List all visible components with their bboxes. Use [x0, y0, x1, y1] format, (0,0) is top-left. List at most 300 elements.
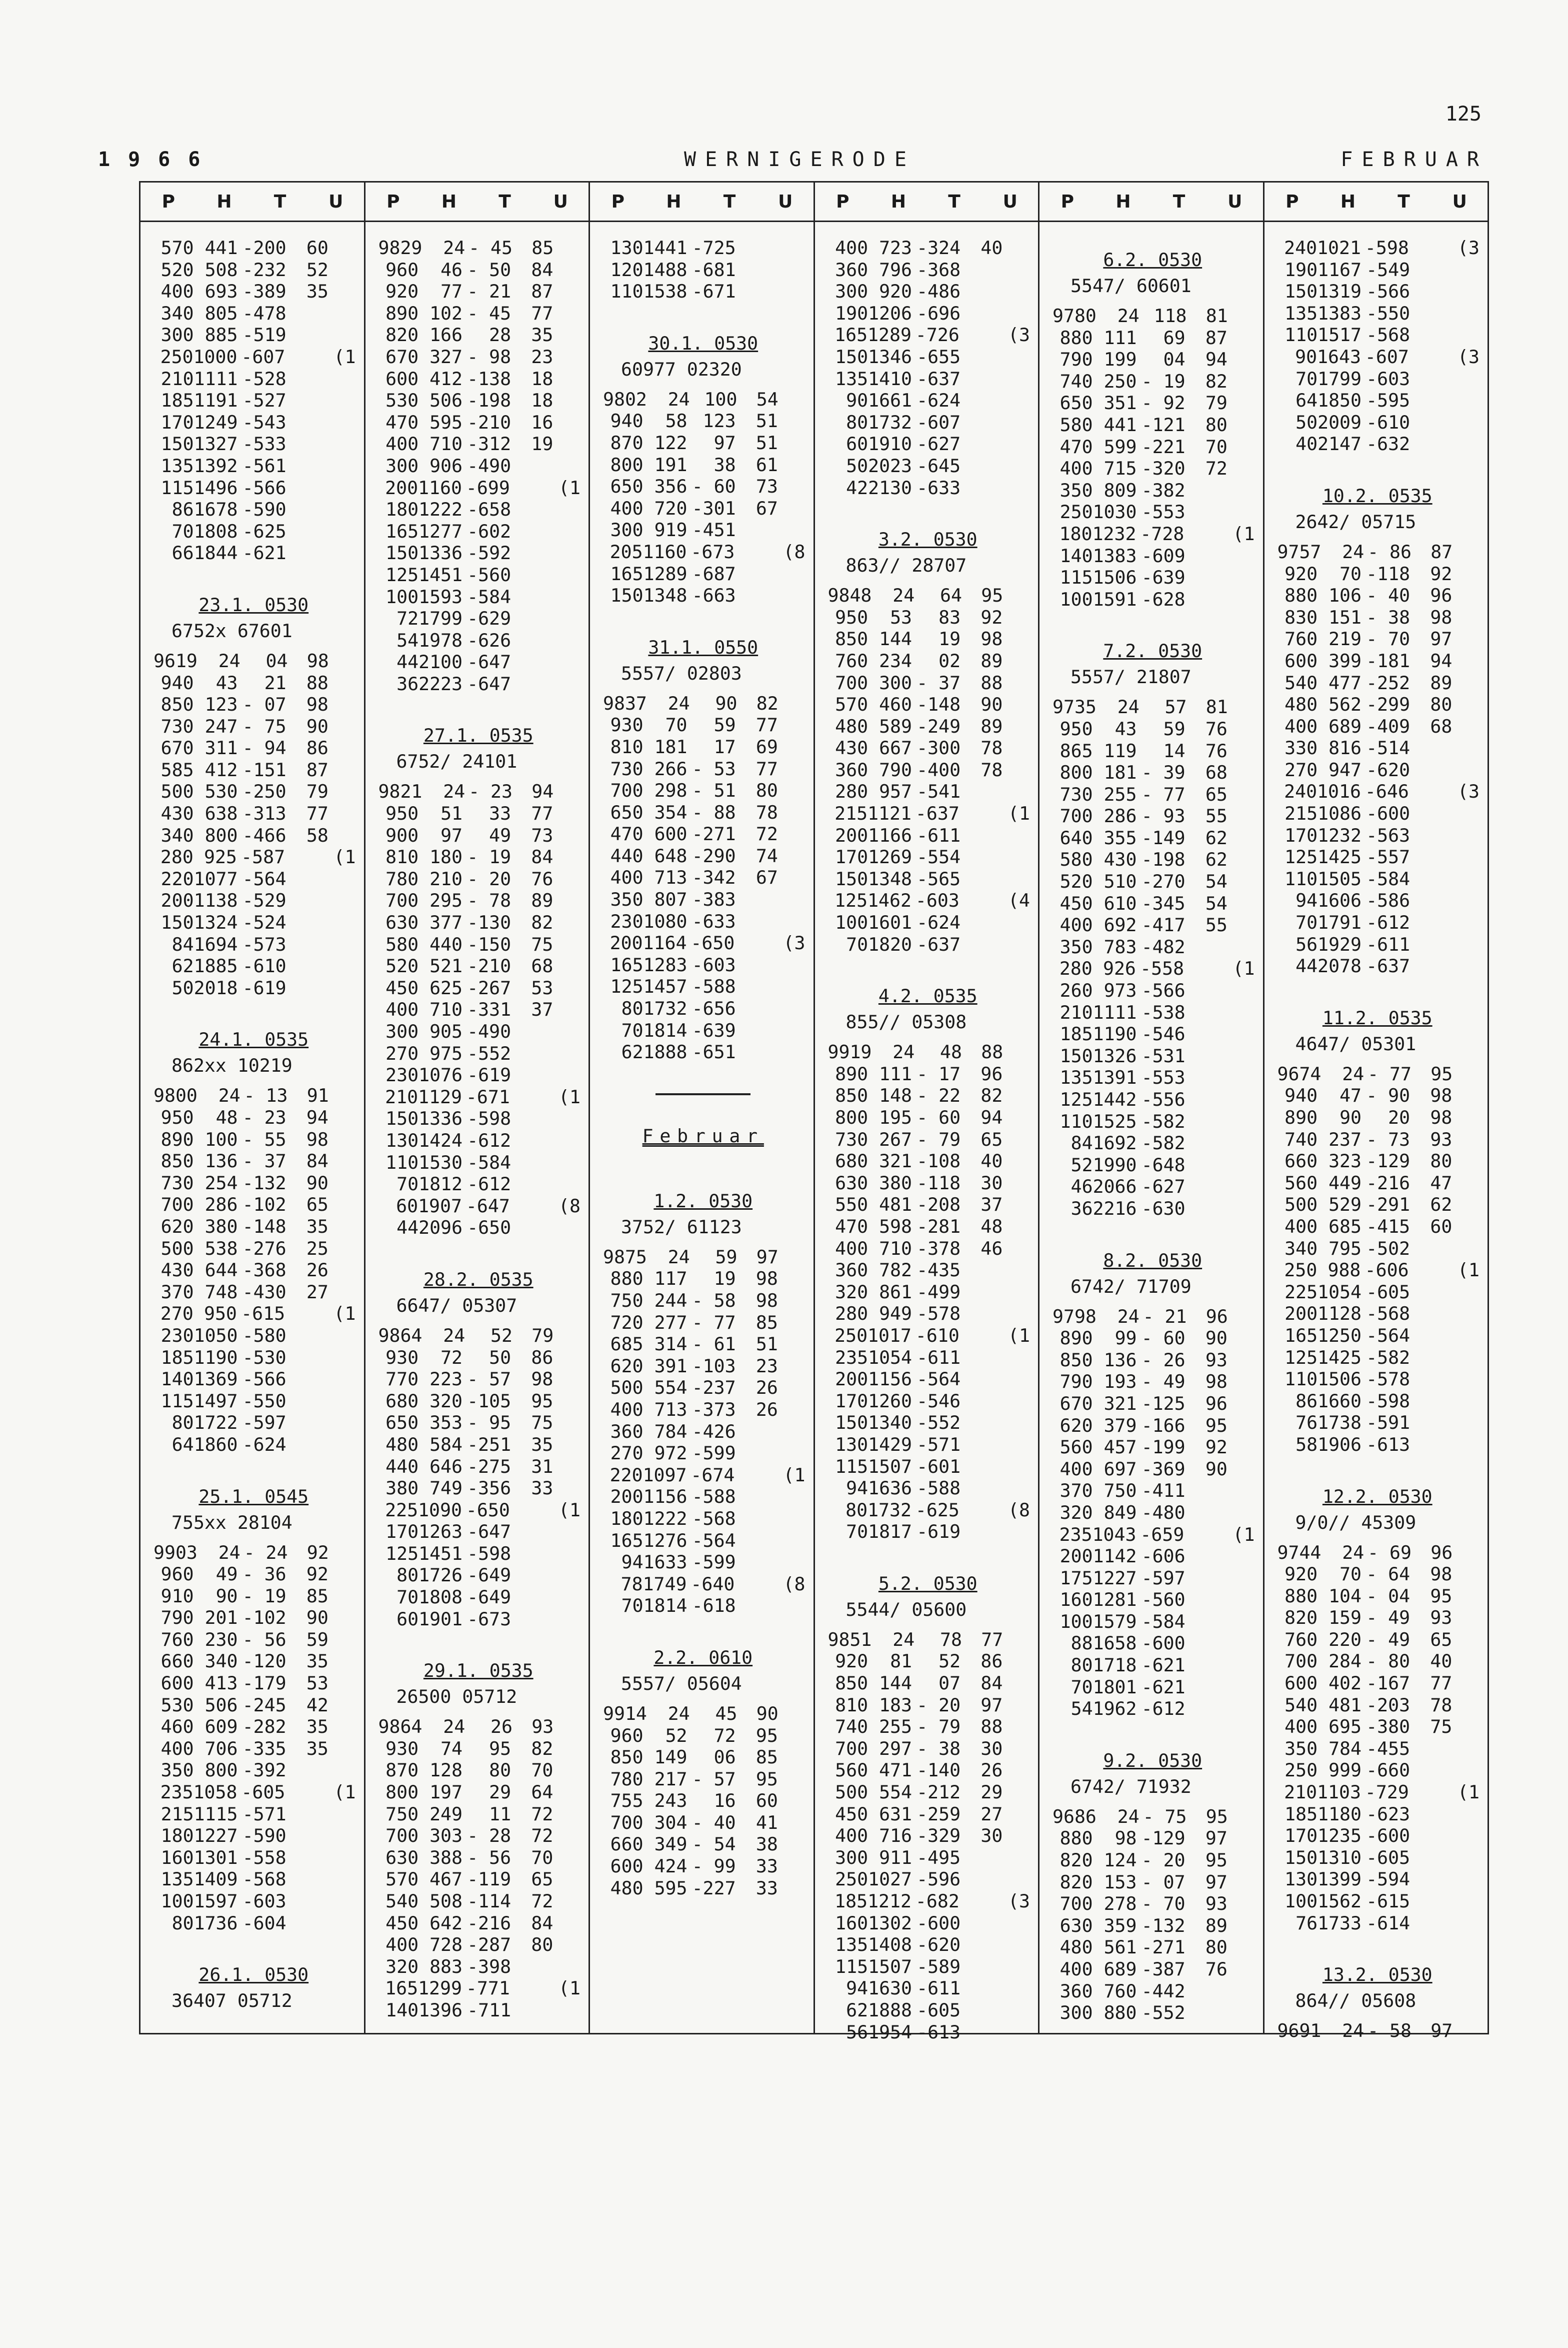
table-cell [736, 1041, 778, 1063]
table-cell: 24 [443, 1716, 466, 1738]
table-row [378, 912, 579, 934]
table-cell: 76 [1205, 1958, 1228, 1980]
table-cell: -647 [467, 1521, 512, 1543]
table-cell: -480 [1141, 1501, 1186, 1523]
column-header-label: P [836, 191, 850, 212]
table-cell: -611 [916, 824, 961, 846]
table-row [828, 1063, 1028, 1085]
table-cell: 520 [160, 259, 194, 281]
table-cell: - 78 [467, 890, 512, 912]
table-cell: 850 [835, 1672, 868, 1694]
table-cell: 810 [386, 846, 419, 868]
table-cell [553, 1347, 578, 1369]
table-cell: -639 [692, 1019, 736, 1041]
table-cell [778, 1812, 804, 1834]
table-cell: 580 [1060, 849, 1093, 871]
table-cell: 235 [1059, 1523, 1092, 1545]
table-cell: 1319 [1318, 281, 1362, 303]
table-cell: 1138 [194, 890, 238, 912]
table-cell: - 04 [1366, 1585, 1410, 1607]
column-header [1040, 183, 1263, 222]
table-cell [1002, 1977, 1028, 1999]
sounding-date: 4.2. 0535 [878, 985, 978, 1007]
table-cell [1228, 545, 1253, 567]
table-cell [778, 498, 804, 520]
table-row [603, 454, 804, 476]
table-cell: 850 [1060, 1349, 1093, 1371]
table-row [378, 803, 579, 825]
table-cell: -566 [1141, 980, 1186, 1002]
table-row [378, 1977, 579, 1999]
block-spacer [1052, 1720, 1253, 1738]
table-cell: 630 [1060, 1914, 1093, 1936]
table-cell: 95 [1430, 1063, 1453, 1085]
table-cell [1452, 390, 1478, 412]
table-cell [778, 823, 804, 845]
table-cell: 1643 [1317, 346, 1361, 368]
block-spacer [603, 303, 804, 321]
table-cell [328, 542, 354, 564]
table-cell: -426 [692, 1420, 736, 1442]
table-cell: -118 [916, 1172, 961, 1194]
table-cell: -368 [242, 1259, 286, 1281]
table-cell [778, 1725, 804, 1747]
table-cell: - 79 [916, 1716, 961, 1738]
table-cell [1228, 1871, 1253, 1893]
table-row [1052, 980, 1253, 1002]
table-cell [960, 1325, 1001, 1347]
table-cell: 24 [443, 1324, 466, 1346]
table-cell: 810 [610, 736, 644, 758]
table-cell [1452, 1412, 1478, 1434]
table-cell [1452, 1347, 1478, 1369]
table-row [828, 759, 1028, 781]
table-cell: 98 [1205, 1371, 1228, 1393]
table-cell: 110 [1284, 324, 1318, 346]
table-cell: 1396 [418, 1999, 463, 2021]
table-row [154, 1259, 354, 1281]
table-cell: 2130 [868, 477, 912, 499]
table-cell: 740 [835, 1716, 868, 1738]
table-cell: 1190 [194, 1346, 238, 1368]
table-cell [960, 1868, 1002, 1890]
table-cell [553, 999, 578, 1021]
table-cell: 90 [306, 715, 328, 737]
table-cell [1228, 589, 1253, 611]
table-cell: -556 [1141, 1089, 1186, 1110]
table-row [828, 1129, 1028, 1151]
table-cell [1409, 346, 1450, 368]
table-cell [1410, 433, 1452, 455]
table-cell: 80 [531, 1934, 554, 1956]
table-cell: 95 [1205, 1414, 1228, 1436]
table-cell: - 99 [692, 1855, 736, 1877]
table-cell: 185 [160, 390, 194, 412]
table-row [603, 1508, 804, 1530]
table-cell [1452, 1716, 1478, 1738]
table-cell: - 19 [467, 846, 512, 868]
table-cell [1452, 1238, 1478, 1260]
table-row [154, 1107, 354, 1129]
table-cell [553, 412, 578, 434]
table-cell: 1906 [1318, 1433, 1362, 1455]
table-cell: 60 [306, 237, 328, 259]
table-cell [1002, 1781, 1028, 1803]
table-cell [1002, 1759, 1028, 1781]
table-cell [328, 1650, 354, 1672]
table-cell: -250 [242, 781, 286, 803]
table-cell: 80 [1205, 414, 1228, 436]
table-cell [328, 868, 354, 890]
table-cell: -626 [467, 629, 512, 651]
table-cell: 9798 [1052, 1305, 1096, 1327]
table-cell: -373 [692, 1398, 736, 1420]
table-cell [736, 1421, 778, 1443]
table-cell: -566 [1366, 281, 1410, 303]
table-cell: -598 [467, 1108, 512, 1130]
table-cell: 77 [531, 803, 554, 825]
table-cell: -649 [467, 1586, 512, 1608]
table-cell [778, 519, 804, 541]
table-row [1278, 1368, 1478, 1390]
table-cell [778, 237, 804, 259]
table-cell: 9800 [154, 1085, 198, 1107]
table-cell [1228, 1632, 1253, 1654]
table-cell: 240 [1284, 237, 1318, 259]
table-row [828, 868, 1028, 890]
table-cell: 1801 [1092, 1676, 1137, 1698]
table-cell [1002, 1129, 1028, 1151]
table-row [154, 1216, 354, 1238]
table-cell [736, 237, 778, 259]
table-cell [553, 1956, 578, 1978]
table-cell: 1718 [1092, 1654, 1137, 1676]
table-cell: -603 [1366, 368, 1410, 390]
table-cell: -245 [242, 1694, 286, 1716]
table-row [603, 259, 804, 281]
table-cell [960, 1303, 1002, 1325]
table-cell: 550 [835, 1194, 868, 1216]
table-row [378, 433, 579, 455]
table-cell: 460 [160, 1716, 194, 1738]
table-cell: 280 [835, 1303, 868, 1325]
table-cell: 73 [756, 476, 778, 498]
table-cell: 210 [160, 368, 194, 390]
table-cell: 70 [1070, 1676, 1093, 1698]
table-cell: -637 [916, 933, 961, 955]
header-year: 1966 [98, 148, 218, 171]
table-cell: 460 [879, 694, 912, 716]
table-cell: 210 [1060, 1001, 1093, 1023]
table-cell: 120 [610, 259, 644, 281]
table-cell: 850 [835, 1085, 868, 1107]
table-cell: - 77 [1368, 1063, 1412, 1085]
table-cell [286, 303, 328, 325]
table-cell: 205 [610, 541, 643, 563]
table-cell: -647 [466, 1195, 510, 1217]
table-cell: 809 [1104, 479, 1137, 501]
table-cell [1186, 1480, 1228, 1502]
table-cell: 18 [531, 368, 554, 390]
table-cell: 620 [1060, 1414, 1093, 1436]
table-cell: -607 [916, 411, 961, 433]
table-cell: -650 [690, 932, 735, 954]
table-cell: 470 [610, 823, 644, 845]
table-row [154, 694, 354, 716]
table-cell: 160 [160, 1846, 194, 1868]
table-cell: -630 [1141, 1197, 1186, 1219]
table-cell [553, 1173, 578, 1195]
table-cell: 1678 [194, 499, 238, 521]
table-cell: 880 [1104, 2002, 1137, 2024]
table-row [603, 1464, 804, 1486]
table-cell [778, 1486, 804, 1508]
table-cell: 14 [1163, 740, 1186, 762]
table-cell: -611 [1366, 933, 1410, 955]
table-cell [511, 673, 553, 695]
table-row [154, 1238, 354, 1260]
table-cell: 340 [160, 824, 194, 846]
table-cell: -771 [466, 1977, 510, 1999]
table-cell: -368 [916, 259, 961, 281]
table-cell: 26 [756, 1377, 778, 1399]
table-cell: -369 [1141, 1458, 1186, 1480]
table-cell: 1080 [643, 910, 688, 932]
table-cell: -648 [1141, 1154, 1186, 1176]
table-row [378, 1759, 579, 1781]
table-cell: 1429 [868, 1433, 912, 1455]
table-row [154, 1194, 354, 1216]
column-header-label: P [386, 191, 400, 212]
table-cell: -132 [242, 1172, 286, 1194]
table-cell [1002, 934, 1028, 956]
sounding-date: 30.1. 0530 [648, 332, 758, 354]
table-cell: -208 [916, 1194, 961, 1216]
table-cell [286, 1825, 328, 1847]
table-cell: -649 [467, 1564, 512, 1586]
table-cell [1002, 1716, 1028, 1738]
table-cell: 77 [1430, 1672, 1452, 1694]
table-cell: -564 [916, 1368, 961, 1390]
table-cell: 54 [1205, 871, 1228, 893]
table-cell: 185 [1060, 1023, 1093, 1045]
table-cell [1228, 1893, 1253, 1915]
table-cell: 700 [160, 1194, 194, 1216]
table-cell: 300 [386, 1021, 419, 1042]
table-cell: 80 [1430, 1150, 1452, 1172]
table-cell [328, 912, 354, 934]
table-cell: 999 [1328, 1759, 1362, 1781]
table-cell: 79 [306, 781, 328, 803]
section-divider [656, 1093, 750, 1095]
table-cell: 441 [204, 237, 238, 259]
table-row [603, 976, 804, 998]
table-row [378, 1586, 579, 1608]
table-cell: 1097 [642, 1464, 687, 1486]
table-cell [1002, 1934, 1028, 1956]
table-cell: 883 [430, 1955, 463, 1977]
table-cell [1410, 1434, 1452, 1456]
table-cell: 1814 [643, 1595, 688, 1617]
table-cell: 219 [1328, 628, 1362, 650]
table-cell: 70 [621, 1019, 644, 1041]
table-cell [778, 1877, 804, 1899]
table-cell: -103 [692, 1355, 736, 1377]
table-cell: 1507 [868, 1455, 912, 1477]
table-cell: -671 [692, 281, 736, 303]
table-cell: 1289 [643, 563, 688, 585]
table-cell [1186, 1611, 1228, 1633]
table-cell: -558 [1140, 958, 1184, 980]
table-cell [1003, 1629, 1028, 1651]
table-cell: 1636 [868, 1477, 912, 1499]
table-cell: -582 [1141, 1132, 1186, 1154]
table-cell: 1346 [868, 346, 912, 368]
table-cell [1002, 825, 1028, 847]
table-row [1278, 846, 1478, 868]
table-cell: 33 [756, 1877, 778, 1899]
table-cell [553, 1868, 578, 1890]
table-cell: 04 [1163, 349, 1186, 371]
table-cell: -455 [1366, 1737, 1410, 1759]
table-cell: 95 [1205, 1849, 1228, 1871]
table-cell: 84 [531, 259, 554, 281]
table-cell: -599 [692, 1442, 736, 1464]
table-cell: 136 [1104, 1349, 1137, 1371]
table-cell: 1232 [1092, 523, 1136, 545]
table-cell: 430 [835, 737, 868, 759]
table-cell [1228, 436, 1253, 458]
table-cell: 585 [160, 759, 194, 781]
table-cell [328, 1281, 354, 1303]
table-cell [1002, 390, 1028, 412]
table-cell: -149 [1141, 827, 1186, 849]
table-cell: 88 [306, 672, 328, 694]
table-cell [1002, 368, 1028, 390]
table-cell [1186, 1111, 1228, 1133]
table-cell: 100 [386, 586, 419, 608]
table-row [154, 1542, 354, 1564]
table-cell: -627 [1141, 1176, 1186, 1198]
table-cell: 580 [386, 933, 419, 955]
table-cell [286, 390, 328, 412]
table-cell [1002, 412, 1028, 434]
table-row [378, 1564, 579, 1586]
table-cell [553, 1521, 578, 1543]
table-cell [328, 737, 354, 759]
table-cell [1002, 781, 1028, 803]
table-cell: 400 [610, 1398, 644, 1420]
table-cell [1184, 523, 1226, 545]
table-cell: 225 [1284, 1281, 1318, 1303]
table-cell [1002, 716, 1028, 738]
table-cell [1228, 784, 1253, 806]
table-cell: 181 [1104, 762, 1137, 784]
table-cell [328, 455, 354, 477]
table-cell: -682 [915, 1890, 960, 1912]
column-header-label: T [723, 191, 736, 212]
table-cell: 200 [385, 477, 418, 499]
table-cell: 1391 [1092, 1067, 1137, 1089]
table-cell: 150 [1060, 1045, 1093, 1067]
column-header-label: U [553, 191, 568, 212]
table-cell [1452, 672, 1478, 694]
table-cell: - 80 [1366, 1650, 1410, 1672]
table-cell [1228, 1132, 1253, 1154]
table-cell: 44 [1296, 955, 1318, 977]
table-cell [1002, 1738, 1028, 1760]
table-cell: 90 [306, 1172, 328, 1194]
table-cell [511, 1217, 553, 1239]
table-row [378, 1847, 579, 1869]
table-cell: -543 [242, 411, 286, 433]
sounding-date: 1.2. 0530 [654, 1190, 753, 1212]
table-row [828, 1194, 1028, 1216]
table-cell: 480 [1060, 1936, 1093, 1958]
table-cell: 561 [1104, 1936, 1137, 1958]
table-cell: -342 [692, 867, 736, 889]
table-cell: 1808 [418, 1586, 463, 1608]
table-cell [1228, 1654, 1253, 1676]
table-cell: -584 [467, 586, 512, 608]
table-row [1278, 1325, 1478, 1347]
table-cell: -637 [915, 803, 960, 825]
table-cell: 300 [1060, 2002, 1093, 2024]
table-cell: 9848 [828, 585, 872, 607]
table-cell [1410, 1803, 1452, 1825]
table-row [1052, 1023, 1253, 1045]
table-cell: 159 [1328, 1607, 1362, 1629]
table-cell: 97 [1205, 1827, 1228, 1849]
table-cell: - 20 [916, 1694, 961, 1716]
table-cell: -603 [915, 890, 960, 912]
table-cell: 351 [1104, 392, 1137, 414]
table-cell: 796 [879, 259, 912, 281]
table-row [1278, 1085, 1478, 1107]
table-cell [328, 1216, 354, 1238]
table-cell: 98 [306, 650, 329, 672]
table-row [154, 1607, 354, 1629]
table-cell: -612 [1366, 912, 1410, 934]
table-cell: 920 [835, 1650, 868, 1672]
table-row [378, 1390, 579, 1412]
table-cell: 648 [654, 845, 688, 867]
table-cell [1410, 1868, 1452, 1890]
table-row [154, 825, 354, 847]
table-cell: 84 [306, 1150, 328, 1172]
table-cell: 90 [306, 1607, 328, 1629]
table-cell: 470 [386, 411, 419, 433]
table-cell: 805 [204, 302, 238, 324]
table-cell [1186, 1132, 1228, 1154]
table-cell: 360 [1060, 1980, 1093, 2002]
column-header-label: H [1116, 191, 1131, 212]
table-cell [778, 476, 804, 498]
table-cell: 720 [654, 497, 688, 519]
table-row [154, 1759, 354, 1781]
table-cell: 27 [980, 1803, 1003, 1825]
table-cell: -383 [692, 889, 736, 911]
table-cell: 340 [1284, 1237, 1318, 1259]
table-cell [286, 1390, 328, 1412]
table-cell: 160 [1060, 1589, 1093, 1611]
table-cell: 450 [386, 977, 419, 999]
table-cell: 24 [1342, 2020, 1364, 2042]
table-cell: 210 [385, 1086, 418, 1108]
table-cell: 150 [386, 542, 419, 564]
table-cell: 760 [1104, 1980, 1137, 2002]
table-cell [778, 998, 804, 1020]
